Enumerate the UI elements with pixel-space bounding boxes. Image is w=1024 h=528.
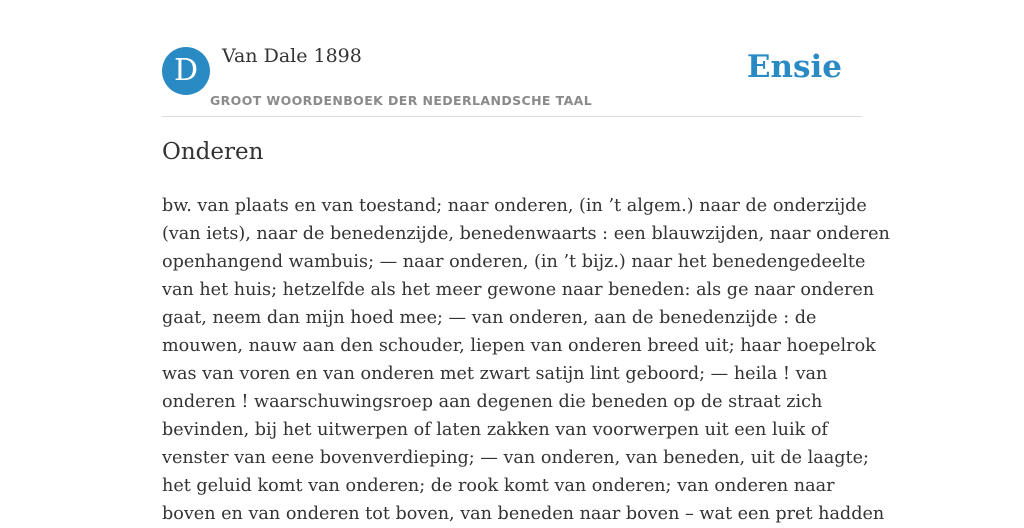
ensie-brand-logo[interactable]: Ensie	[746, 49, 842, 85]
dictionary-subtitle: GROOT WOORDENBOEK DER NEDERLANDSCHE TAAL	[210, 93, 593, 108]
dictionary-name-link[interactable]: Van Dale 1898	[222, 45, 362, 67]
definition-line: bw. van plaats en van toestand; naar onderen, (in ’t algem.) naar de onderzijde	[162, 196, 867, 216]
definition-line: mouwen, nauw aan den schouder, liepen van onderen breed uit; haar hoepelrok	[162, 336, 876, 356]
definition-line: bevinden, bij het uitwerpen of laten zakken van voorwerpen uit een luik of	[162, 420, 828, 440]
entry-definition	[162, 192, 890, 528]
entry-headword: Onderen	[162, 139, 264, 165]
definition-line: (van iets), naar de benedenzijde, benedenwaarts : een blauwzijden, naar onderen	[162, 224, 890, 244]
definition-line: onderen ! waarschuwingsroep aan degenen die beneden op de straat zich	[162, 392, 823, 412]
dictionary-logo-badge[interactable]: D	[162, 47, 210, 95]
definition-line: venster van eene bovenverdieping; — van onderen, van beneden, uit de laagte;	[162, 448, 869, 468]
definition-line: gaat, neem dan mijn hoed mee; — van onderen, aan de benedenzijde : de	[162, 308, 817, 328]
definition-line: boven en van onderen tot boven, van beneden naar boven – wat een pret hadden	[162, 504, 885, 524]
definition-line: was van voren en van onderen met zwart satijn lint geboord; — heila ! van	[162, 364, 828, 384]
definition-line: openhangend wambuis; — naar onderen, (in ’t bijz.) naar het benedengedeelte	[162, 252, 866, 272]
definition-line: het geluid komt van onderen; de rook komt van onderen; van onderen naar	[162, 476, 835, 496]
dictionary-header	[162, 0, 862, 117]
definition-line: van het huis; hetzelfde als het meer gewone naar beneden: als ge naar onderen	[162, 280, 875, 300]
